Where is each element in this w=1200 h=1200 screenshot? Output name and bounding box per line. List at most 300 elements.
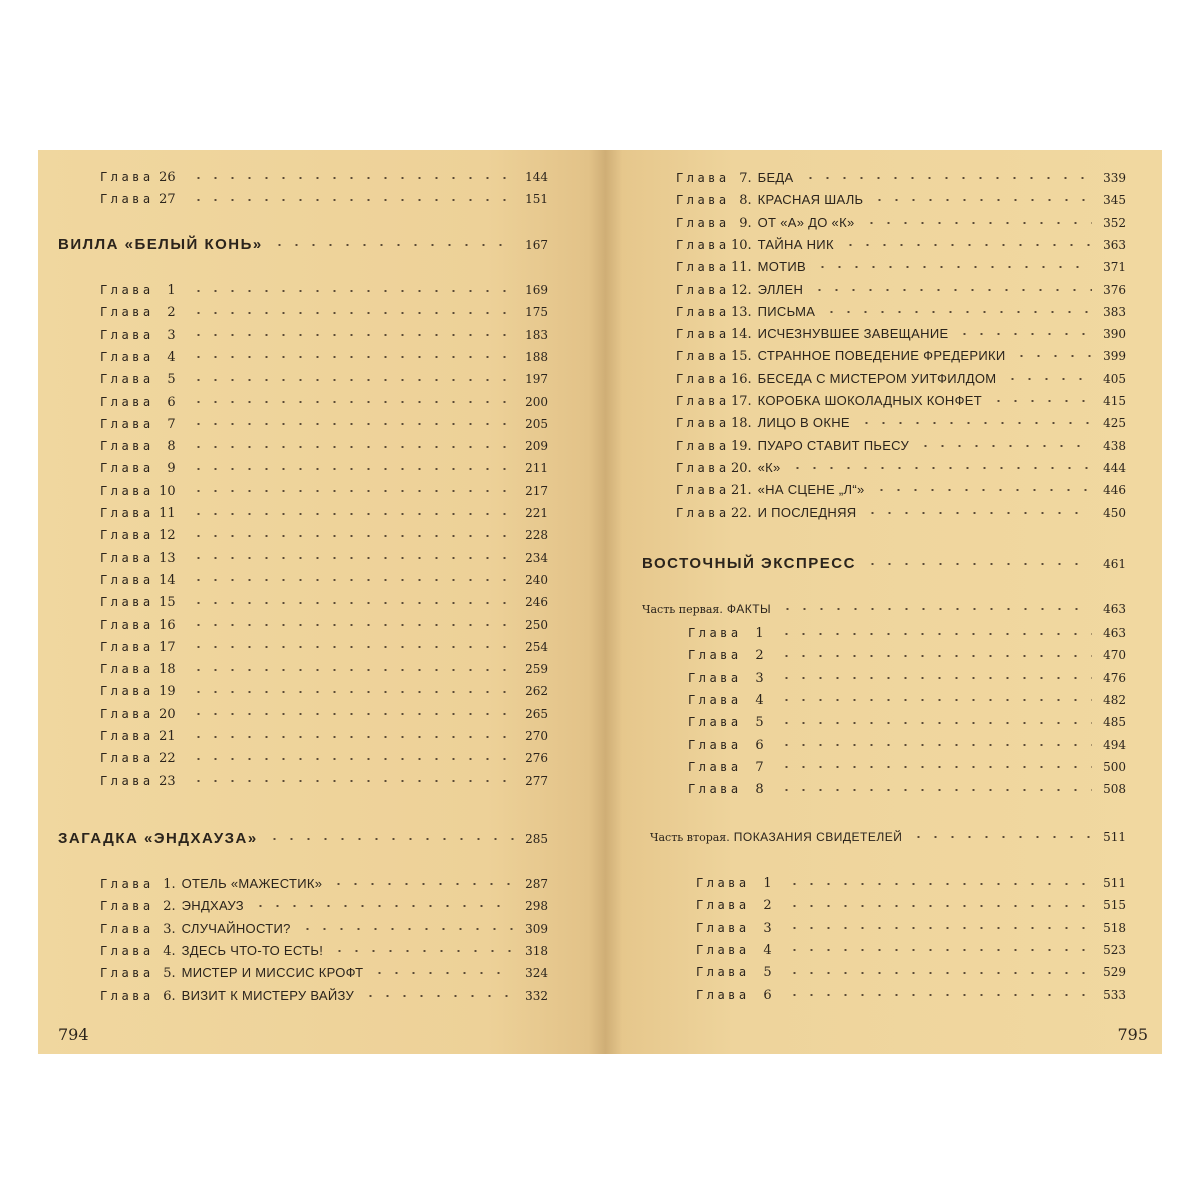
chapter-number: 6 bbox=[763, 987, 772, 1003]
page-number: 200 bbox=[525, 394, 548, 409]
toc-entry bbox=[676, 393, 1126, 409]
toc-entry bbox=[696, 988, 1126, 1003]
book-spread bbox=[38, 150, 1162, 1054]
chapter-number: 2 bbox=[755, 648, 764, 664]
page-number: 438 bbox=[1103, 438, 1126, 453]
leader-dots bbox=[789, 467, 1092, 469]
page-number: 205 bbox=[525, 416, 548, 431]
chapter-label: Глава bbox=[688, 626, 742, 640]
chapter-title: СЛУЧАЙНОСТИ? bbox=[181, 920, 291, 936]
chapter-number: 17 bbox=[159, 639, 176, 655]
chapter-title: ПИСЬМА bbox=[757, 303, 816, 319]
chapter-number: 10. bbox=[730, 237, 752, 253]
chapter-number: 3 bbox=[755, 670, 764, 686]
page-number: 363 bbox=[1103, 237, 1126, 252]
leader-dots bbox=[779, 608, 1092, 610]
toc-entry bbox=[696, 898, 1126, 913]
toc-entry bbox=[676, 215, 1126, 231]
section-page: 285 bbox=[525, 832, 548, 846]
section-heading bbox=[58, 830, 548, 847]
part-heading bbox=[650, 830, 1126, 844]
leader-dots bbox=[190, 312, 514, 314]
chapter-number: 8 bbox=[755, 782, 764, 798]
page-number: 309 bbox=[525, 921, 548, 936]
leader-dots bbox=[362, 995, 514, 997]
chapter-number: 16. bbox=[730, 371, 752, 387]
page-number: 523 bbox=[1103, 942, 1126, 957]
chapter-number: 20 bbox=[159, 706, 176, 722]
page-number: 405 bbox=[1103, 371, 1126, 386]
toc-entry bbox=[696, 921, 1126, 936]
toc-entry bbox=[100, 395, 548, 410]
chapter-label: Глава bbox=[100, 595, 154, 610]
toc-entry bbox=[696, 943, 1126, 958]
chapter-title: СТРАННОЕ ПОВЕДЕНИЕ ФРЕДЕРИКИ bbox=[757, 348, 1006, 364]
leader-dots bbox=[190, 356, 514, 358]
leader-dots bbox=[778, 744, 1092, 746]
chapter-label: Глава bbox=[676, 460, 730, 475]
leader-dots bbox=[917, 445, 1092, 447]
chapter-number: 3. bbox=[163, 921, 176, 937]
chapter-title: ОТЕЛЬ «МАЖЕСТИК» bbox=[181, 876, 323, 891]
chapter-number: 14 bbox=[159, 572, 176, 588]
leader-dots bbox=[786, 927, 1092, 929]
chapter-number: 4 bbox=[755, 692, 764, 708]
chapter-number: 5 bbox=[167, 372, 176, 388]
page-folio-right: 795 bbox=[1117, 1025, 1148, 1044]
chapter-number: 20. bbox=[730, 460, 752, 476]
toc-entry bbox=[676, 170, 1126, 186]
chapter-number: 7. bbox=[739, 171, 752, 186]
page-number: 228 bbox=[525, 528, 548, 543]
chapter-number: 17. bbox=[730, 394, 752, 409]
chapter-title: ВИЗИТ К МИСТЕРУ ВАЙЗУ bbox=[181, 987, 355, 1003]
chapter-label: Глава bbox=[100, 877, 154, 891]
chapter-label: Глава bbox=[688, 737, 742, 752]
leader-dots bbox=[331, 950, 514, 952]
chapter-label: Глава bbox=[676, 349, 730, 364]
page-number: 399 bbox=[1103, 349, 1126, 364]
chapter-label: Глава bbox=[676, 505, 730, 520]
chapter-label: Глава bbox=[100, 506, 154, 520]
toc-entry bbox=[100, 729, 548, 744]
leader-dots bbox=[786, 994, 1092, 996]
chapter-label: Глава bbox=[676, 327, 730, 342]
page-number: 352 bbox=[1103, 215, 1126, 230]
page-number: 151 bbox=[525, 192, 548, 207]
page-number: 169 bbox=[525, 283, 548, 297]
chapter-label: Глава bbox=[676, 260, 730, 275]
toc-entry bbox=[100, 921, 548, 937]
chapter-label: Глава bbox=[688, 782, 742, 797]
page-number: 463 bbox=[1103, 626, 1126, 640]
toc-entry bbox=[100, 898, 548, 914]
chapter-label: Глава bbox=[676, 237, 730, 252]
leader-dots bbox=[190, 177, 514, 179]
chapter-number: 21. bbox=[730, 483, 752, 499]
page-number: 533 bbox=[1103, 987, 1126, 1002]
page-number: 500 bbox=[1103, 759, 1126, 774]
chapter-label: Глава bbox=[676, 416, 730, 431]
chapter-number: 10 bbox=[159, 483, 176, 499]
chapter-label: Глава bbox=[676, 394, 730, 408]
toc-entry bbox=[100, 551, 548, 566]
chapter-number: 19. bbox=[730, 438, 752, 454]
chapter-number: 12. bbox=[730, 282, 752, 298]
toc-entry bbox=[100, 506, 548, 521]
leader-dots bbox=[266, 838, 514, 840]
chapter-number: 15. bbox=[730, 349, 752, 365]
chapter-label: Глава bbox=[688, 648, 742, 663]
page-number: 250 bbox=[525, 617, 548, 632]
leader-dots bbox=[190, 780, 514, 782]
chapter-number: 23 bbox=[159, 773, 176, 789]
toc-entry bbox=[100, 618, 548, 633]
toc-entry bbox=[676, 282, 1126, 298]
page-folio-left: 794 bbox=[58, 1025, 89, 1044]
toc-entry bbox=[100, 528, 548, 543]
chapter-label: Глава bbox=[100, 283, 154, 297]
chapter-number: 4. bbox=[163, 943, 176, 959]
leader-dots bbox=[956, 333, 1092, 335]
right-page bbox=[600, 150, 1162, 1054]
leader-dots bbox=[910, 836, 1092, 838]
leader-dots bbox=[1013, 355, 1092, 357]
page-number: 188 bbox=[525, 349, 548, 364]
chapter-number: 9. bbox=[739, 215, 752, 231]
chapter-title: ОТ «А» ДО «К» bbox=[757, 214, 855, 230]
toc-entry bbox=[676, 505, 1126, 521]
page-number: 425 bbox=[1103, 416, 1126, 431]
page-number: 476 bbox=[1103, 670, 1126, 685]
chapter-label: Глава bbox=[100, 550, 154, 565]
page-number: 298 bbox=[525, 899, 548, 914]
toc-entry bbox=[676, 326, 1126, 342]
page-number: 494 bbox=[1103, 737, 1126, 752]
chapter-number: 4 bbox=[167, 349, 176, 365]
page-number: 511 bbox=[1103, 876, 1126, 890]
leader-dots bbox=[190, 490, 514, 492]
chapter-label: Глава bbox=[100, 483, 154, 498]
page-number: 485 bbox=[1103, 715, 1126, 730]
part-page: 463 bbox=[1103, 602, 1126, 616]
part-label: Часть вторая. bbox=[650, 831, 730, 844]
chapter-label: Глава bbox=[100, 729, 154, 743]
toc-entry bbox=[676, 460, 1126, 476]
toc-entry bbox=[100, 417, 548, 432]
chapter-number: 22 bbox=[159, 751, 176, 767]
chapter-title: БЕДА bbox=[757, 170, 794, 185]
leader-dots bbox=[778, 699, 1092, 701]
leader-dots bbox=[190, 624, 514, 626]
leader-dots bbox=[778, 655, 1092, 657]
leader-dots bbox=[778, 633, 1092, 635]
chapter-number: 7 bbox=[167, 416, 176, 432]
toc-entry bbox=[676, 192, 1126, 208]
toc-entry bbox=[100, 943, 548, 959]
leader-dots bbox=[990, 400, 1092, 402]
chapter-number: 13. bbox=[730, 304, 752, 320]
leader-dots bbox=[842, 244, 1092, 246]
leader-dots bbox=[778, 789, 1092, 791]
chapter-label: Глава bbox=[100, 528, 154, 543]
leader-dots bbox=[811, 289, 1092, 291]
chapter-number: 5. bbox=[163, 966, 176, 982]
toc-entry bbox=[676, 482, 1126, 498]
leader-dots bbox=[778, 766, 1092, 768]
chapter-title: БЕСЕДА С МИСТЕРОМ УИТФИЛДОМ bbox=[757, 370, 997, 386]
chapter-label: Глава bbox=[100, 617, 154, 632]
chapter-title: ИСЧЕЗНУВШЕЕ ЗАВЕЩАНИЕ bbox=[757, 326, 949, 342]
page-number: 376 bbox=[1103, 282, 1126, 297]
page-number: 529 bbox=[1103, 965, 1126, 980]
leader-dots bbox=[299, 928, 514, 930]
chapter-number: 8 bbox=[167, 439, 176, 455]
chapter-title: ЭНДХАУЗ bbox=[181, 898, 244, 914]
chapter-number: 16 bbox=[159, 617, 176, 633]
chapter-number: 7 bbox=[755, 759, 764, 775]
section-heading bbox=[58, 236, 548, 253]
page-number: 259 bbox=[525, 662, 548, 677]
toc-entry bbox=[100, 662, 548, 677]
page-number: 415 bbox=[1103, 394, 1126, 408]
toc-entry bbox=[100, 684, 548, 699]
leader-dots bbox=[330, 883, 514, 885]
leader-dots bbox=[190, 713, 514, 715]
chapter-label: Глава bbox=[100, 327, 154, 342]
chapter-label: Глава bbox=[676, 282, 730, 297]
leader-dots bbox=[778, 677, 1092, 679]
part-page: 511 bbox=[1103, 830, 1126, 844]
chapter-number: 6. bbox=[163, 988, 176, 1004]
chapter-label: Глава bbox=[100, 572, 154, 587]
toc-entry bbox=[100, 192, 548, 207]
chapter-number: 11 bbox=[159, 506, 176, 521]
page-number: 390 bbox=[1103, 327, 1126, 342]
toc-entry bbox=[688, 738, 1126, 753]
toc-entry bbox=[676, 237, 1126, 253]
page-number: 246 bbox=[525, 595, 548, 610]
chapter-label: Глава bbox=[100, 192, 154, 207]
toc-entry bbox=[688, 671, 1126, 686]
chapter-label: Глава bbox=[676, 215, 730, 230]
chapter-number: 15 bbox=[159, 595, 176, 611]
page-number: 324 bbox=[525, 966, 548, 981]
leader-dots bbox=[864, 563, 1092, 565]
chapter-number: 5 bbox=[763, 965, 772, 981]
chapter-title: МОТИВ bbox=[757, 259, 807, 275]
page-number: 175 bbox=[525, 305, 548, 320]
section-title: ЗАГАДКА «ЭНДХАУЗА» bbox=[58, 830, 258, 847]
chapter-number: 3 bbox=[167, 327, 176, 343]
section-title: ВОСТОЧНЫЙ ЭКСПРЕСС bbox=[642, 555, 856, 572]
leader-dots bbox=[190, 199, 514, 201]
toc-entry bbox=[100, 774, 548, 789]
page-number: 383 bbox=[1103, 304, 1126, 319]
chapter-label: Глава bbox=[676, 371, 730, 386]
part-title: ФАКТЫ bbox=[726, 602, 772, 616]
chapter-number: 1 bbox=[167, 283, 176, 298]
page-number: 254 bbox=[525, 639, 548, 654]
chapter-number: 1. bbox=[163, 877, 176, 892]
page-number: 450 bbox=[1103, 505, 1126, 520]
leader-dots bbox=[858, 422, 1092, 424]
leader-dots bbox=[873, 489, 1093, 491]
chapter-title: «НА СЦЕНЕ „Л“» bbox=[757, 482, 865, 498]
leader-dots bbox=[190, 557, 514, 559]
toc-entry bbox=[676, 415, 1126, 431]
chapter-title: И ПОСЛЕДНЯЯ bbox=[757, 504, 857, 520]
page-number: 262 bbox=[525, 684, 548, 699]
page-number: 470 bbox=[1103, 648, 1126, 663]
page-number: 211 bbox=[525, 461, 548, 476]
chapter-number: 2 bbox=[167, 305, 176, 321]
chapter-number: 18 bbox=[159, 662, 176, 678]
chapter-label: Глава bbox=[676, 193, 730, 208]
toc-entry bbox=[100, 350, 548, 365]
chapter-number: 13 bbox=[159, 550, 176, 566]
chapter-label: Глава bbox=[100, 921, 154, 936]
leader-dots bbox=[1004, 378, 1092, 380]
chapter-label: Глава bbox=[100, 170, 154, 184]
leader-dots bbox=[190, 758, 514, 760]
chapter-label: Глава bbox=[100, 751, 154, 766]
chapter-number: 6 bbox=[167, 394, 176, 410]
chapter-label: Глава bbox=[696, 876, 750, 890]
chapter-label: Глава bbox=[688, 692, 742, 707]
leader-dots bbox=[190, 401, 514, 403]
chapter-label: Глава bbox=[100, 943, 154, 958]
chapter-title: ЛИЦО В ОКНЕ bbox=[757, 415, 850, 431]
toc-entry bbox=[676, 371, 1126, 387]
leader-dots bbox=[190, 468, 514, 470]
toc-entry bbox=[100, 595, 548, 610]
chapter-label: Глава bbox=[100, 988, 154, 1003]
chapter-label: Глава bbox=[100, 394, 154, 409]
chapter-number: 6 bbox=[755, 737, 764, 753]
chapter-label: Глава bbox=[100, 372, 154, 387]
chapter-number: 27 bbox=[159, 192, 176, 208]
leader-dots bbox=[252, 905, 514, 907]
part-title: ПОКАЗАНИЯ СВИДЕТЕЛЕЙ bbox=[733, 830, 903, 844]
chapter-label: Глава bbox=[696, 898, 750, 913]
toc-entry bbox=[100, 965, 548, 981]
page-number: 444 bbox=[1103, 460, 1126, 475]
toc-entry bbox=[676, 259, 1126, 275]
chapter-number: 9 bbox=[167, 461, 176, 477]
leader-dots bbox=[190, 691, 514, 693]
chapter-number: 22. bbox=[730, 505, 752, 521]
page-number: 217 bbox=[525, 483, 548, 498]
toc-entry bbox=[100, 170, 548, 185]
leader-dots bbox=[823, 311, 1092, 313]
chapter-label: Глава bbox=[100, 349, 154, 364]
section-heading bbox=[642, 555, 1126, 572]
page-number: 345 bbox=[1103, 193, 1126, 208]
leader-dots bbox=[190, 290, 514, 292]
toc-entry bbox=[688, 626, 1126, 641]
chapter-label: Глава bbox=[100, 899, 154, 914]
chapter-title: ЗДЕСЬ ЧТО-ТО ЕСТЬ! bbox=[181, 942, 324, 958]
leader-dots bbox=[786, 972, 1092, 974]
toc-entry bbox=[688, 782, 1126, 797]
toc-entry bbox=[688, 648, 1126, 663]
leader-dots bbox=[190, 579, 514, 581]
section-page: 167 bbox=[525, 238, 548, 252]
page-number: 339 bbox=[1103, 171, 1126, 185]
toc-entry bbox=[676, 438, 1126, 454]
toc-entry bbox=[100, 707, 548, 722]
chapter-label: Глава bbox=[696, 965, 750, 980]
section-title: ВИЛЛА «БЕЛЫЙ КОНЬ» bbox=[58, 236, 263, 253]
page-number: 332 bbox=[525, 988, 548, 1003]
page-number: 446 bbox=[1103, 483, 1126, 498]
toc-entry bbox=[100, 573, 548, 588]
left-page bbox=[38, 150, 588, 1054]
leader-dots bbox=[786, 883, 1092, 885]
chapter-number: 3 bbox=[763, 920, 772, 936]
chapter-number: 5 bbox=[755, 715, 764, 731]
page-number: 276 bbox=[525, 751, 548, 766]
chapter-number: 12 bbox=[159, 528, 176, 544]
page-number: 518 bbox=[1103, 920, 1126, 935]
toc-entry bbox=[100, 876, 548, 892]
chapter-label: Глава bbox=[676, 483, 730, 498]
toc-entry bbox=[100, 640, 548, 655]
page-number: 508 bbox=[1103, 782, 1126, 797]
page-number: 234 bbox=[525, 550, 548, 565]
toc-entry bbox=[100, 328, 548, 343]
toc-entry bbox=[676, 304, 1126, 320]
chapter-label: Глава bbox=[100, 461, 154, 476]
page-number: 371 bbox=[1103, 260, 1126, 275]
chapter-number: 2 bbox=[763, 898, 772, 914]
chapter-label: Глава bbox=[100, 305, 154, 320]
chapter-number: 11. bbox=[730, 260, 752, 276]
chapter-label: Глава bbox=[688, 715, 742, 730]
leader-dots bbox=[190, 646, 514, 648]
chapter-label: Глава bbox=[100, 416, 154, 431]
toc-entry bbox=[100, 484, 548, 499]
leader-dots bbox=[814, 266, 1092, 268]
chapter-title: ПУАРО СТАВИТ ПЬЕСУ bbox=[757, 437, 910, 453]
page-number: 287 bbox=[525, 877, 548, 891]
chapter-number: 19 bbox=[159, 684, 176, 700]
toc-entry bbox=[100, 439, 548, 454]
page-number: 318 bbox=[525, 943, 548, 958]
page-number: 482 bbox=[1103, 692, 1126, 707]
chapter-label: Глава bbox=[696, 987, 750, 1002]
page-number: 265 bbox=[525, 706, 548, 721]
chapter-number: 21 bbox=[159, 729, 176, 744]
chapter-label: Глава bbox=[676, 304, 730, 319]
toc-entry bbox=[100, 461, 548, 476]
page-number: 209 bbox=[525, 439, 548, 454]
leader-dots bbox=[190, 736, 514, 738]
chapter-label: Глава bbox=[688, 670, 742, 685]
page-number: 240 bbox=[525, 572, 548, 587]
chapter-label: Глава bbox=[676, 171, 730, 185]
toc-entry bbox=[100, 305, 548, 320]
leader-dots bbox=[863, 222, 1093, 224]
toc-entry bbox=[100, 372, 548, 387]
toc-entry bbox=[688, 715, 1126, 730]
chapter-label: Глава bbox=[676, 438, 730, 453]
chapter-label: Глава bbox=[100, 706, 154, 721]
leader-dots bbox=[802, 177, 1092, 179]
leader-dots bbox=[190, 513, 514, 515]
chapter-number: 26 bbox=[159, 170, 176, 185]
